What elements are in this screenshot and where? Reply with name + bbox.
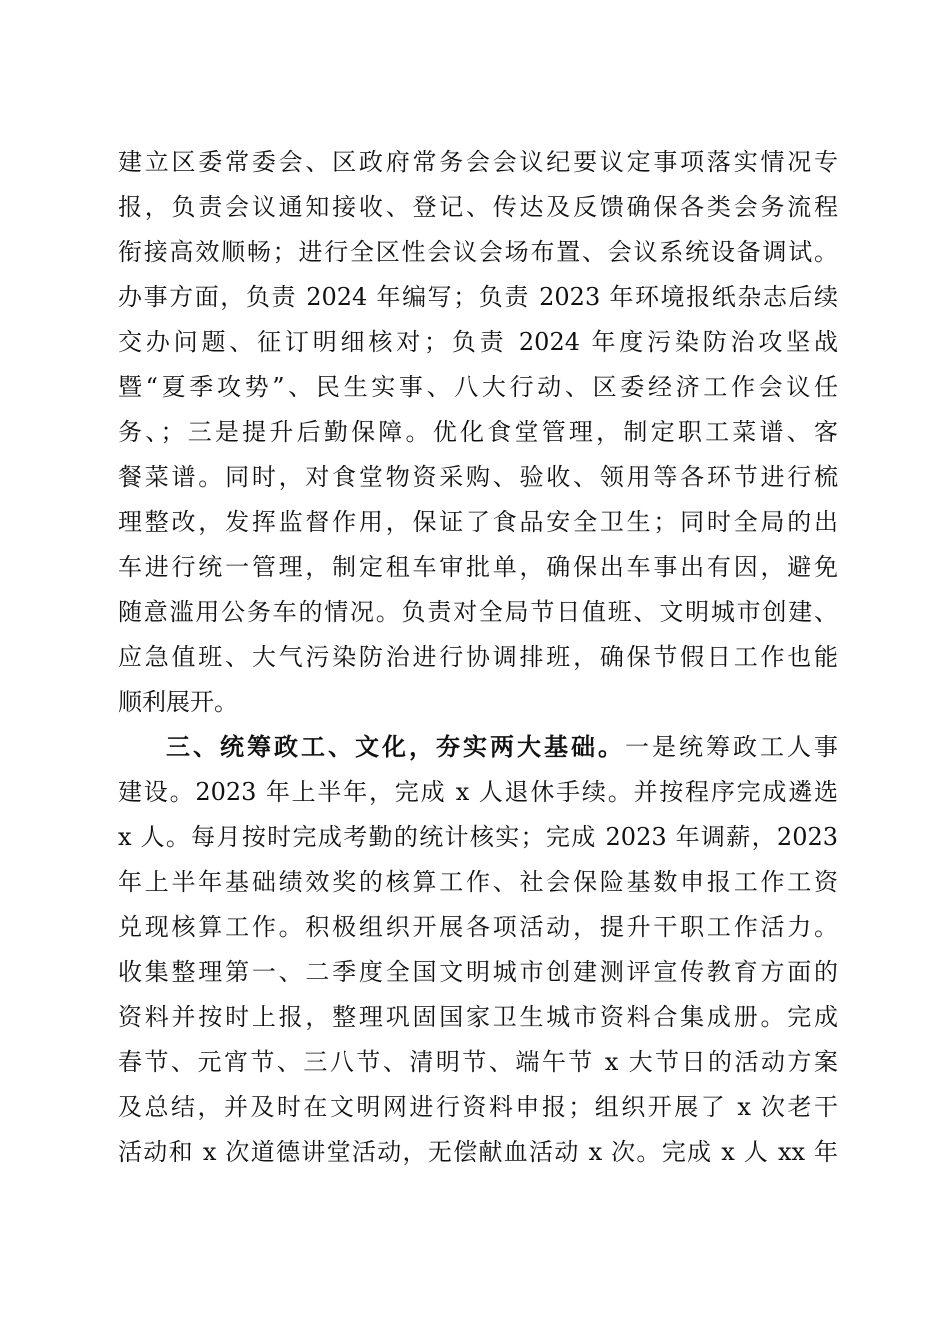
text-line: 兑现核算工作。积极组织开展各项活动，提升干职工作活力。: [118, 913, 838, 941]
text-line: 随意滥用公务车的情况。负责对全局节日值班、文明城市创建、: [118, 598, 838, 626]
text-line: 活动和 x 次道德讲堂活动，无偿献血活动 x 次。完成 x 人 xx 年: [118, 1138, 838, 1166]
text-line: x 人。每月按时完成考勤的统计核实；完成 2023 年调薪，2023: [118, 823, 838, 851]
section-heading: 三、统筹政工、文化，夯实两大基础。: [166, 732, 625, 761]
text-line: 办事方面，负责 2024 年编写；负责 2023 年环境报纸杂志后续: [118, 283, 838, 311]
text-line: 年上半年基础绩效奖的核算工作、社会保险基数申报工作工资: [118, 868, 838, 896]
text-line: 理整改，发挥监督作用，保证了食品安全卫生；同时全局的出: [118, 508, 838, 536]
text-line: 建立区委常委会、区政府常务会会议纪要议定事项落实情况专: [118, 148, 838, 176]
text-line: 建设。2023 年上半年，完成 x 人退休手续。并按程序完成遴选: [118, 778, 838, 806]
text-line: 顺利展开。: [118, 688, 238, 716]
text-line: [166, 727, 838, 767]
text-line: 餐菜谱。同时，对食堂物资采购、验收、领用等各环节进行梳: [118, 463, 838, 491]
text-line: 报，负责会议通知接收、登记、传达及反馈确保各类会务流程: [118, 193, 838, 221]
text-line: 交办问题、征订明细核对；负责 2024 年度污染防治攻坚战: [118, 328, 838, 356]
text-line: 及总结，并及时在文明网进行资料申报；组织开展了 x 次老干: [118, 1093, 838, 1121]
text-line: 暨“夏季攻势”、民生实事、八大行动、区委经济工作会议任: [118, 373, 838, 401]
text-line: 应急值班、大气污染防治进行协调排班，确保节假日工作也能: [118, 643, 838, 671]
text-line: 收集整理第一、二季度全国文明城市创建测评宣传教育方面的: [118, 958, 838, 986]
text-line: 衔接高效顺畅；进行全区性会议会场布置、会议系统设备调试。: [118, 238, 838, 266]
text-line: 务、；三是提升后勤保障。优化食堂管理，制定职工菜谱、客: [118, 418, 838, 446]
text-run: 一是统筹政工人事: [625, 733, 838, 761]
text-line: 车进行统一管理，制定租车审批单，确保出车事出有因，避免: [118, 553, 838, 581]
text-line: 资料并按时上报，整理巩固国家卫生城市资料合集成册。完成: [118, 1003, 838, 1031]
text-line: 春节、元宵节、三八节、清明节、端午节 x 大节日的活动方案: [118, 1048, 838, 1076]
